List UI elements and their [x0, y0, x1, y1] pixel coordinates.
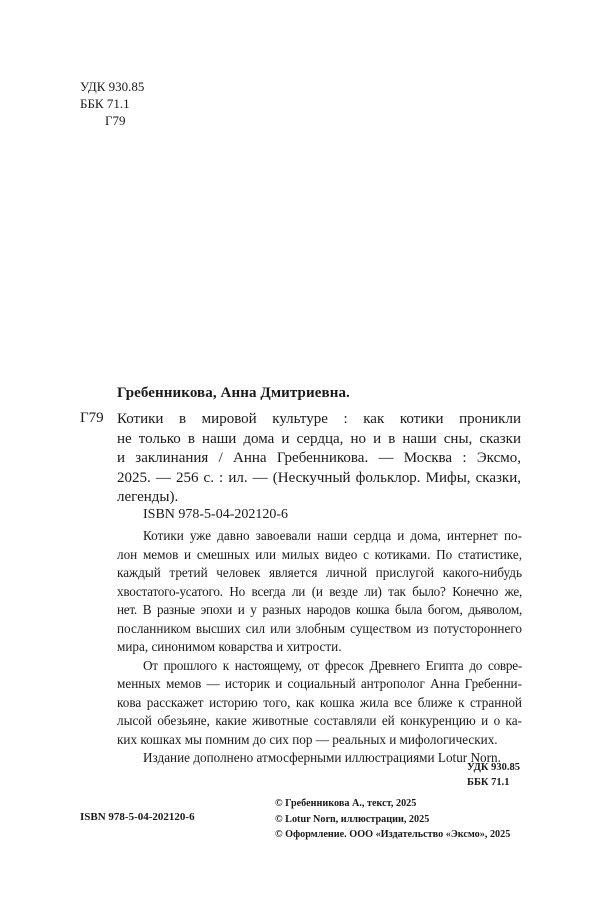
annotation-line: От прошлого к настоящему, от фресок Древнего Египта до совре-: [143, 657, 522, 673]
description-line: и заклинания / Анна Гребенникова. — Москва : Эксмо,: [117, 450, 521, 466]
description-line: легенды).: [117, 489, 179, 505]
copyright-line: © Оформление. ООО «Издательство «Эксмо», 2025: [275, 829, 511, 840]
description-line: 2025. — 256 с. : ил. — (Нескучный фольклор. Мифы, сказки,: [117, 469, 521, 486]
annotation-line: кова расскажет историю того, как кошка жила все ближе к странной: [117, 694, 522, 710]
copyright-line: © Гребенникова А., текст, 2025: [275, 798, 417, 809]
annotation-line: лон мемов и смешных или милых видео с котиками. По статистике,: [117, 546, 522, 562]
annotation-line: лысой обезьяне, какие животные составляли ей конкуренцию и о ка-: [117, 713, 522, 728]
bbk-code: ББК 71.1: [80, 96, 130, 111]
classification-block: [80, 78, 144, 129]
description-line: Котики в мировой культуре : как котики проникли: [117, 411, 521, 427]
record-author-mark: Г79: [80, 410, 104, 426]
isbn: ISBN 978-5-04-202120-6: [143, 507, 289, 522]
footer-isbn: ISBN 978-5-04-202120-6: [80, 811, 195, 823]
description-line: не только в наши дома и сердца, но и в наши сны, сказки: [117, 430, 521, 447]
annotation-line: менных мемов — историк и социальный антрополог Анна Гребенни-: [117, 676, 522, 691]
footer-bbk: ББК 71.1: [467, 777, 510, 788]
author-mark: Г79: [105, 113, 126, 128]
footer-udk: УДК 930.85: [467, 762, 520, 773]
annotation: [117, 527, 522, 768]
annotation-line: мира, синонимом коварства и хитрости.: [117, 639, 342, 654]
udk-code: УДК 930.85: [80, 79, 145, 94]
annotation-line: хвостатого-усатого. Но всегда ли (и везде ли) так было? Конечно же,: [117, 583, 522, 599]
copyright-line: © Lotur Norn, иллюстрации, 2025: [275, 813, 430, 825]
annotation-line: посланником высших сил или злобным существом из потустороннего: [117, 620, 522, 636]
copyright-block: [275, 796, 510, 843]
annotation-line: Издание дополнено атмосферными иллюстрациями Lotur Norn.: [143, 750, 501, 765]
annotation-line: ких кошках мы помним до сих пор — реальных и мифологических.: [117, 731, 498, 747]
bibliographic-description: [117, 410, 521, 508]
footer-classification: [467, 760, 520, 790]
author-heading: Гребенникова, Анна Дмитриевна.: [117, 385, 350, 401]
annotation-line: каждый третий человек является личной прислугой какого-нибудь: [117, 565, 522, 580]
annotation-line: Котики уже давно завоевали наши сердца и дома, интернет по-: [143, 528, 522, 543]
annotation-line: нет. В разные эпохи и у разных народов кошка была богом, дьяволом,: [117, 602, 522, 617]
